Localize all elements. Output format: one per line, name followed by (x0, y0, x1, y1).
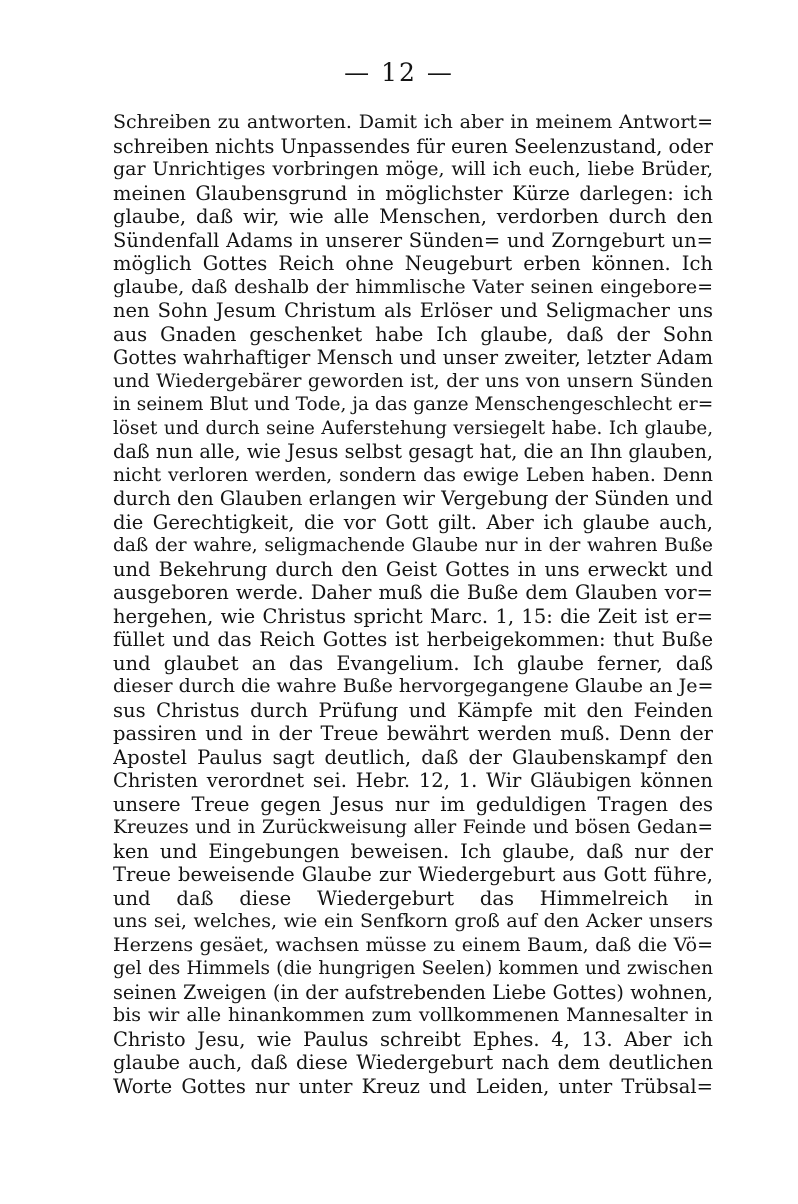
text-line: passiren und in der Treue bewährt werden muß. Denn der (113, 722, 713, 745)
text-line: Apostel Paulus sagt deutlich, daß der Glaubenskampf den (113, 745, 713, 769)
text-line: möglich Gottes Reich ohne Neugeburt erben können. Ich (113, 252, 713, 275)
text-line: schreiben nichts Unpassendes für euren Seelenzustand, oder (113, 134, 713, 158)
text-line: füllet und das Reich Gottes ist herbeigekommen: thut Buße (113, 628, 713, 651)
text-line: uns sei, welches, wie ein Senfkorn groß auf den Acker unsers (113, 910, 713, 932)
text-line: und daß diese Wiedergeburt das Himmelreich in (113, 886, 713, 910)
page-number: — 12 — (344, 58, 454, 87)
text-line: daß nun alle, wie Jesus selbst gesagt hat, die an Ihn glauben, (113, 440, 713, 463)
text-line: ausgeboren werde. Daher muß die Buße dem Glauben vor= (113, 581, 713, 604)
text-line: und Wiedergebärer geworden ist, der uns von unsern Sünden (113, 369, 713, 392)
text-line: daß der wahre, seligmachende Glaube nur in der wahren Buße (113, 535, 713, 556)
text-line: nicht verloren werden, sondern das ewige Leben haben. Denn (113, 464, 713, 486)
text-line: die Gerechtigkeit, die vor Gott gilt. Aber ich glaube auch, (113, 510, 713, 534)
text-line: in seinem Blut und Tode, ja das ganze Menschengeschlecht er= (113, 394, 713, 415)
text-line: Christo Jesu, wie Paulus schreibt Ephes. 4, 13. Aber ich (113, 1027, 713, 1051)
text-line: bis wir alle hinankommen zum vollkommenen Mannesalter in (113, 1004, 713, 1026)
text-line: gel des Himmels (die hungrigen Seelen) kommen und zwischen (113, 958, 713, 979)
text-line: glaube auch, daß diese Wiedergeburt nach dem deutlichen (113, 1051, 713, 1074)
text-line: und Bekehrung durch den Geist Gottes in uns erweckt und (113, 557, 713, 581)
text-line: nen Sohn Jesum Christum als Erlöser und Seligmacher uns (113, 299, 713, 322)
text-line: glaube, daß wir, wie alle Menschen, verdorben durch den (113, 205, 713, 228)
text-line: dieser durch die wahre Buße hervorgegangene Glaube an Je= (113, 675, 713, 697)
text-line: durch den Glauben erlangen wir Vergebung der Sünden und (113, 487, 713, 510)
text-line: ken und Eingebungen beweisen. Ich glaube, daß nur der (113, 839, 713, 863)
text-line: aus Gnaden geschenket habe Ich glaube, daß der Sohn (113, 322, 713, 346)
text-line: sus Christus durch Prüfung und Kämpfe mit den Feinden (113, 698, 713, 722)
text-line: unsere Treue gegen Jesus nur im geduldigen Tragen des (113, 792, 713, 816)
text-line: glaube, daß deshalb der himmlische Vater seinen eingebore= (113, 275, 713, 298)
text-line: Kreuzes und in Zurückweisung aller Feinde und bösen Gedan= (113, 817, 713, 838)
text-line: Treue beweisende Glaube zur Wiedergeburt aus Gott führe, (113, 863, 713, 886)
text-line: seinen Zweigen (in der aufstrebenden Liebe Gottes) wohnen, (113, 980, 713, 1004)
text-line: Worte Gottes nur unter Kreuz und Leiden, unter Trübsal= (113, 1074, 713, 1098)
text-line: und glaubet an das Evangelium. Ich glaube ferner, daß (113, 651, 713, 675)
text-line: Gottes wahrhaftiger Mensch und unser zweiter, letzter Adam (113, 346, 713, 369)
text-line: Schreiben zu antworten. Damit ich aber in meinem Antwort= (113, 111, 713, 133)
text-line: Herzens gesäet, wachsen müsse zu einem Baum, daß die Vö= (113, 933, 713, 956)
text-line: gar Unrichtiges vorbringen möge, will ich euch, liebe Brüder, (113, 158, 713, 180)
body-text (113, 111, 713, 1098)
text-line: löset und durch seine Auferstehung versiegelt habe. Ich glaube, (113, 417, 713, 439)
text-line: meinen Glaubensgrund in möglichster Kürze darlegen: ich (113, 181, 713, 205)
text-line: Sündenfall Adams in unserer Sünden= und Zorngeburt un= (113, 228, 713, 252)
text-line: hergehen, wie Christus spricht Marc. 1, 15: die Zeit ist er= (113, 604, 713, 628)
text-line: Christen verordnet sei. Hebr. 12, 1. Wir Gläubigen können (113, 769, 713, 792)
